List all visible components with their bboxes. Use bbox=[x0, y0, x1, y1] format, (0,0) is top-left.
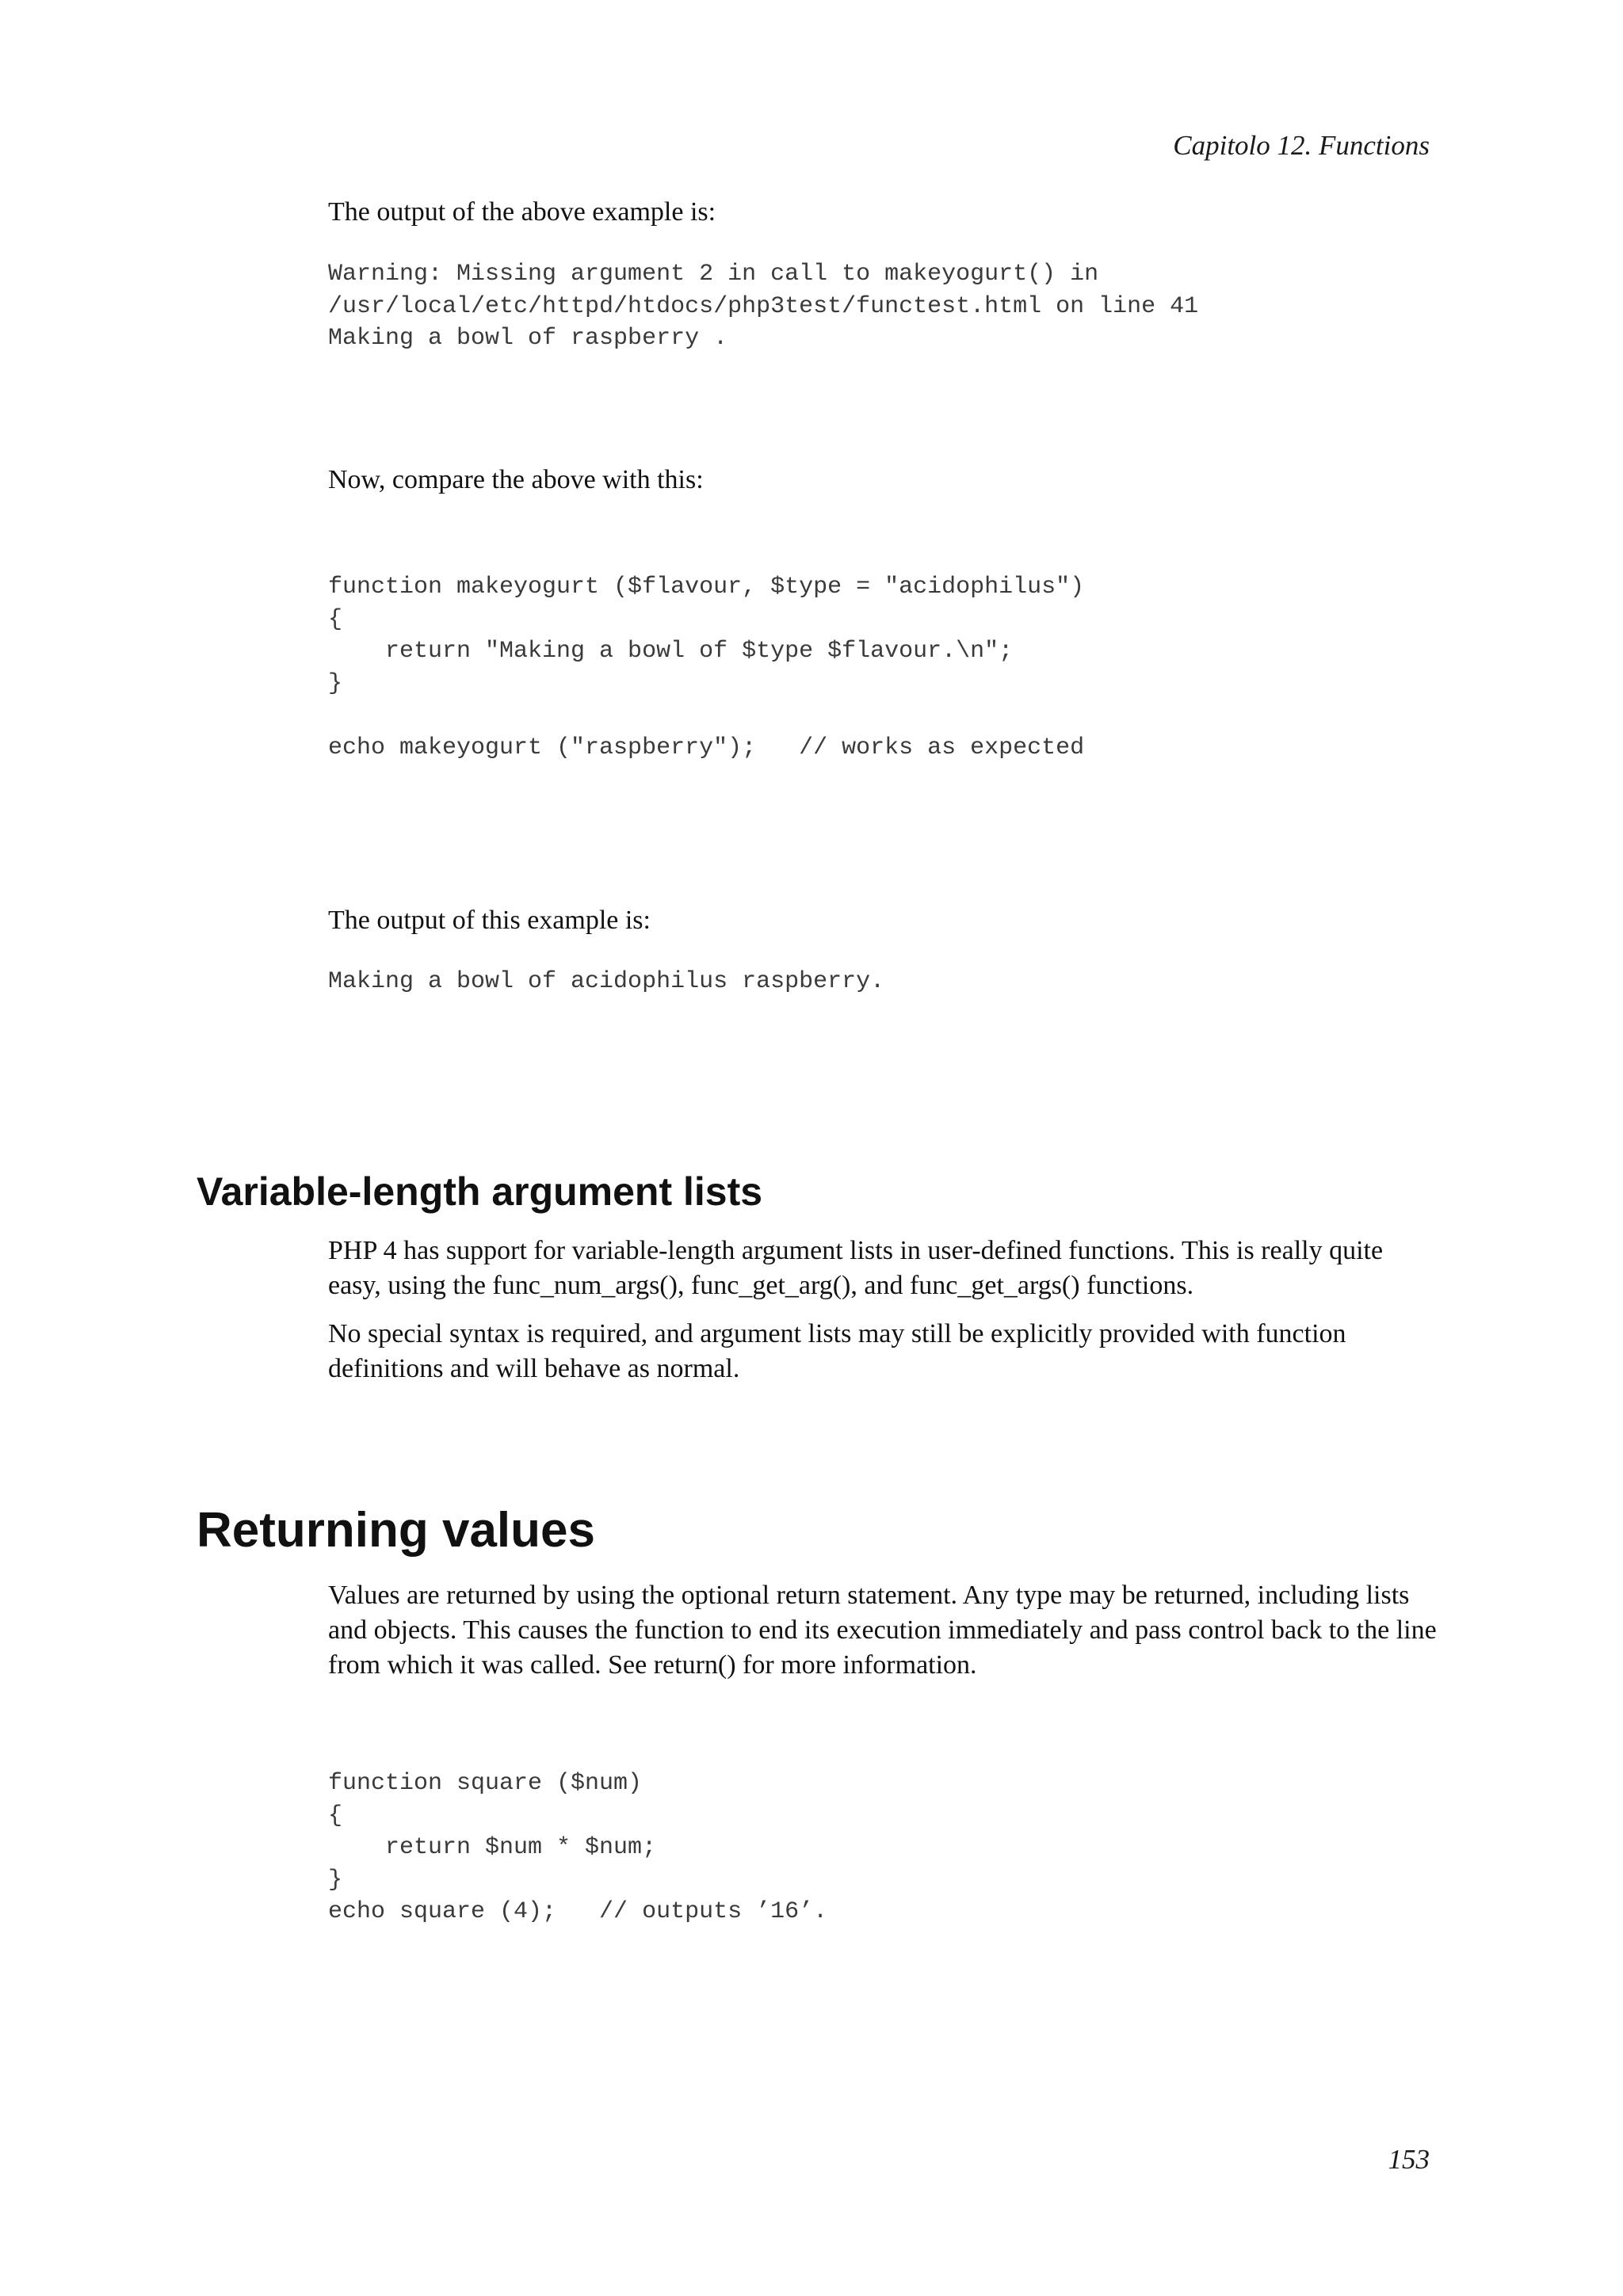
code-line: Warning: Missing argument 2 in call to makeyogurt() in bbox=[328, 261, 1099, 288]
compare-intro: Now, compare the above with this: bbox=[328, 465, 704, 494]
code-line: function makeyogurt ($flavour, $type = "acidophilus") bbox=[328, 574, 1085, 601]
returning-paragraph-1: Values are returned by using the optional return statement. Any type may be returned, including lists and objects. This causes the function to end its execution immediately and pass control back to the line from which it was called. See return() for more information. bbox=[328, 1581, 1437, 1680]
code-line: { bbox=[328, 605, 343, 633]
varargs-paragraph-2: No special syntax is required, and argument lists may still be explicitly provided with function definitions and will behave as normal. bbox=[328, 1319, 1346, 1383]
code-line: Making a bowl of raspberry . bbox=[328, 325, 728, 352]
heading-variable-length-argument-lists: Variable-length argument lists bbox=[197, 1169, 763, 1214]
code-line: return "Making a bowl of $type $flavour.\n"; bbox=[328, 638, 1014, 665]
code-line: return $num * $num; bbox=[328, 1834, 657, 1861]
code-line: echo makeyogurt ("raspberry"); // works as expected bbox=[328, 734, 1085, 761]
output-intro-2: The output of this example is: bbox=[328, 906, 651, 935]
code-line: function square ($num) bbox=[328, 1770, 643, 1797]
code-example-square bbox=[328, 1768, 827, 1928]
code-line: Making a bowl of acidophilus raspberry. bbox=[328, 968, 885, 995]
page-number: 153 bbox=[1388, 2144, 1430, 2175]
varargs-paragraph-1: PHP 4 has support for variable-length argument lists in user-defined functions. This is really quite easy, using the func_num_args(), func_get_arg(), and func_get_args() functions. bbox=[328, 1236, 1384, 1300]
code-example-2 bbox=[328, 571, 1084, 764]
running-header: Capitolo 12. Functions bbox=[1173, 130, 1430, 161]
output-intro-1: The output of the above example is: bbox=[328, 197, 716, 227]
code-line: { bbox=[328, 1802, 343, 1829]
code-line: } bbox=[328, 669, 343, 697]
code-line bbox=[328, 700, 1084, 732]
code-line: echo square (4); // outputs ’16’. bbox=[328, 1898, 828, 1925]
code-line: } bbox=[328, 1866, 343, 1894]
code-line: /usr/local/etc/httpd/htdocs/php3test/functest.html on line 41 bbox=[328, 292, 1199, 320]
code-output-2 bbox=[328, 966, 884, 998]
code-output-1 bbox=[328, 258, 1198, 355]
heading-returning-values: Returning values bbox=[197, 1503, 595, 1558]
